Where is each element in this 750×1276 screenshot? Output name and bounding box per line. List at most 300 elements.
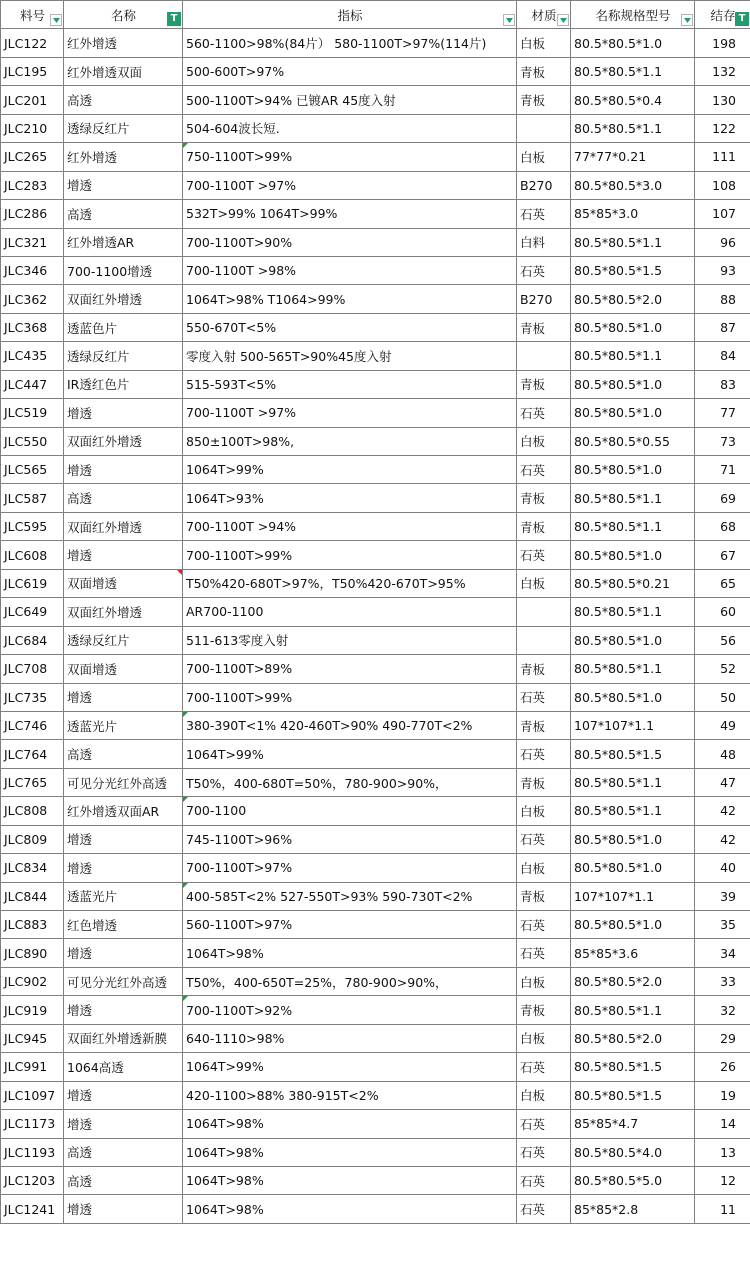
cell-part-no[interactable]: JLC919: [1, 996, 64, 1024]
cell-stock[interactable]: 67: [695, 541, 750, 569]
cell-material[interactable]: 青板: [517, 996, 571, 1024]
cell-part-no[interactable]: JLC447: [1, 370, 64, 398]
cell-model[interactable]: 107*107*1.1: [571, 711, 695, 739]
cell-stock[interactable]: 42: [695, 825, 750, 853]
cell-material[interactable]: [517, 598, 571, 626]
cell-spec[interactable]: 700-1100T >98%: [183, 256, 517, 284]
cell-part-no[interactable]: JLC890: [1, 939, 64, 967]
table-row: [1, 427, 750, 455]
cell-name[interactable]: 高透: [64, 1166, 183, 1194]
cell-material[interactable]: 白板: [517, 29, 571, 57]
cell-stock[interactable]: 69: [695, 484, 750, 512]
cell-name[interactable]: 增透: [64, 1195, 183, 1223]
filter-active-icon[interactable]: T: [167, 12, 181, 26]
cell-spec[interactable]: 700-1100T>99%: [183, 683, 517, 711]
cell-part-no[interactable]: JLC1241: [1, 1195, 64, 1223]
cell-stock[interactable]: 47: [695, 768, 750, 796]
cell-part-no[interactable]: JLC649: [1, 598, 64, 626]
cell-model[interactable]: 80.5*80.5*1.5: [571, 1081, 695, 1109]
cell-spec[interactable]: 1064T>99%: [183, 1053, 517, 1081]
cell-part-no[interactable]: JLC519: [1, 399, 64, 427]
cell-stock[interactable]: 48: [695, 740, 750, 768]
cell-name[interactable]: 透绿反红片: [64, 626, 183, 654]
cell-spec[interactable]: 700-1100T>90%: [183, 228, 517, 256]
table-row: [1, 797, 750, 825]
cell-stock[interactable]: 198: [695, 29, 750, 57]
cell-spec[interactable]: 1064T>98%: [183, 1195, 517, 1223]
cell-spec[interactable]: 700-1100T >97%: [183, 171, 517, 199]
cell-part-no[interactable]: JLC435: [1, 342, 64, 370]
cell-stock[interactable]: 130: [695, 86, 750, 114]
cell-stock[interactable]: 52: [695, 655, 750, 683]
cell-spec[interactable]: 750-1100T>99%: [183, 143, 517, 171]
table-row: [1, 399, 750, 427]
cell-material[interactable]: 石英: [517, 911, 571, 939]
cell-part-no[interactable]: JLC321: [1, 228, 64, 256]
cell-model[interactable]: 80.5*80.5*1.5: [571, 1053, 695, 1081]
cell-material[interactable]: 石英: [517, 399, 571, 427]
filter-dropdown-icon[interactable]: [50, 14, 62, 26]
table-row: [1, 484, 750, 512]
cell-spec[interactable]: 1064T>98% T1064>99%: [183, 285, 517, 313]
cell-name[interactable]: 红色增透: [64, 911, 183, 939]
cell-name[interactable]: 双面红外增透: [64, 512, 183, 540]
cell-part-no[interactable]: JLC565: [1, 456, 64, 484]
comment-indicator-icon[interactable]: [183, 996, 188, 1001]
cell-material[interactable]: 青板: [517, 57, 571, 85]
cell-model[interactable]: 80.5*80.5*1.0: [571, 370, 695, 398]
cell-model[interactable]: 80.5*80.5*0.21: [571, 569, 695, 597]
cell-stock[interactable]: 96: [695, 228, 750, 256]
cell-name[interactable]: 透绿反红片: [64, 342, 183, 370]
cell-stock[interactable]: 87: [695, 313, 750, 341]
cell-material[interactable]: 青板: [517, 711, 571, 739]
cell-name[interactable]: 增透: [64, 854, 183, 882]
cell-name[interactable]: 增透: [64, 456, 183, 484]
cell-model[interactable]: 80.5*80.5*4.0: [571, 1138, 695, 1166]
table-row: [1, 143, 750, 171]
cell-spec[interactable]: 700-1100T>99%: [183, 541, 517, 569]
cell-name[interactable]: 可见分光红外高透: [64, 967, 183, 995]
cell-material[interactable]: 白板: [517, 1081, 571, 1109]
table-row: [1, 996, 750, 1024]
cell-stock[interactable]: 50: [695, 683, 750, 711]
cell-model[interactable]: 80.5*80.5*2.0: [571, 967, 695, 995]
comment-indicator-icon[interactable]: [183, 712, 188, 717]
cell-stock[interactable]: 111: [695, 143, 750, 171]
header-label: 名称规格型号: [595, 7, 671, 23]
cell-spec[interactable]: 1064T>93%: [183, 484, 517, 512]
cell-name[interactable]: 双面增透: [64, 655, 183, 683]
cell-name[interactable]: 增透: [64, 171, 183, 199]
cell-part-no[interactable]: JLC764: [1, 740, 64, 768]
cell-part-no[interactable]: JLC346: [1, 256, 64, 284]
cell-name[interactable]: 红外增透双面: [64, 57, 183, 85]
cell-spec[interactable]: 1064T>99%: [183, 456, 517, 484]
cell-spec[interactable]: 1064T>98%: [183, 939, 517, 967]
cell-part-no[interactable]: JLC210: [1, 114, 64, 142]
cell-stock[interactable]: 56: [695, 626, 750, 654]
cell-stock[interactable]: 68: [695, 512, 750, 540]
sheet-body: [1, 29, 750, 1223]
header-label: 材质: [531, 7, 557, 23]
header-part-no[interactable]: [1, 1, 64, 29]
cell-stock[interactable]: 122: [695, 114, 750, 142]
cell-material[interactable]: 白板: [517, 854, 571, 882]
cell-part-no[interactable]: JLC945: [1, 1024, 64, 1052]
comment-indicator-icon[interactable]: [183, 797, 188, 802]
cell-part-no[interactable]: JLC765: [1, 768, 64, 796]
cell-name[interactable]: 双面红外增透: [64, 598, 183, 626]
cell-spec[interactable]: 700-1100: [183, 797, 517, 825]
cell-spec[interactable]: 700-1100T>92%: [183, 996, 517, 1024]
cell-model[interactable]: 80.5*80.5*1.1: [571, 512, 695, 540]
cell-stock[interactable]: 107: [695, 200, 750, 228]
cell-name[interactable]: 高透: [64, 200, 183, 228]
cell-name[interactable]: 增透: [64, 1110, 183, 1138]
cell-part-no[interactable]: JLC834: [1, 854, 64, 882]
cell-model[interactable]: 80.5*80.5*3.0: [571, 171, 695, 199]
filter-dropdown-icon[interactable]: [503, 14, 515, 26]
cell-model[interactable]: 80.5*80.5*1.0: [571, 313, 695, 341]
cell-material[interactable]: 石英: [517, 683, 571, 711]
cell-stock[interactable]: 132: [695, 57, 750, 85]
cell-model[interactable]: 80.5*80.5*1.1: [571, 228, 695, 256]
cell-stock[interactable]: 93: [695, 256, 750, 284]
cell-part-no[interactable]: JLC844: [1, 882, 64, 910]
cell-stock[interactable]: 77: [695, 399, 750, 427]
cell-stock[interactable]: 29: [695, 1024, 750, 1052]
cell-name[interactable]: 透蓝光片: [64, 882, 183, 910]
cell-spec[interactable]: T50%420-680T>97%，T50%420-670T>95%: [183, 569, 517, 597]
cell-name[interactable]: 透蓝光片: [64, 711, 183, 739]
table-row: [1, 256, 750, 284]
cell-part-no[interactable]: JLC991: [1, 1053, 64, 1081]
cell-model[interactable]: 80.5*80.5*1.0: [571, 541, 695, 569]
cell-material[interactable]: 白板: [517, 143, 571, 171]
cell-material[interactable]: 白料: [517, 228, 571, 256]
cell-model[interactable]: 80.5*80.5*2.0: [571, 285, 695, 313]
header-spec[interactable]: [183, 1, 517, 29]
cell-material[interactable]: B270: [517, 171, 571, 199]
cell-model[interactable]: 80.5*80.5*1.5: [571, 256, 695, 284]
cell-material[interactable]: [517, 342, 571, 370]
cell-material[interactable]: 白板: [517, 797, 571, 825]
cell-spec[interactable]: T50%，400-680T=50%，780-900>90%，: [183, 768, 517, 796]
cell-model[interactable]: 80.5*80.5*1.1: [571, 996, 695, 1024]
cell-part-no[interactable]: JLC283: [1, 171, 64, 199]
cell-name[interactable]: 高透: [64, 740, 183, 768]
cell-name[interactable]: 双面红外增透新膜: [64, 1024, 183, 1052]
cell-model[interactable]: 80.5*80.5*1.5: [571, 740, 695, 768]
cell-model[interactable]: 80.5*80.5*1.1: [571, 342, 695, 370]
table-row: [1, 342, 750, 370]
cell-material[interactable]: 青板: [517, 768, 571, 796]
cell-name[interactable]: 红外增透双面AR: [64, 797, 183, 825]
cell-model[interactable]: 80.5*80.5*0.55: [571, 427, 695, 455]
header-stock[interactable]: [695, 1, 750, 29]
cell-model[interactable]: 80.5*80.5*0.4: [571, 86, 695, 114]
cell-spec[interactable]: 640-1110>98%: [183, 1024, 517, 1052]
cell-name[interactable]: 红外增透AR: [64, 228, 183, 256]
cell-stock[interactable]: 65: [695, 569, 750, 597]
cell-stock[interactable]: 42: [695, 797, 750, 825]
cell-part-no[interactable]: JLC902: [1, 967, 64, 995]
cell-model[interactable]: 80.5*80.5*1.0: [571, 456, 695, 484]
cell-model[interactable]: 85*85*2.8: [571, 1195, 695, 1223]
cell-part-no[interactable]: JLC684: [1, 626, 64, 654]
cell-stock[interactable]: 11: [695, 1195, 750, 1223]
cell-part-no[interactable]: JLC735: [1, 683, 64, 711]
cell-stock[interactable]: 32: [695, 996, 750, 1024]
cell-part-no[interactable]: JLC809: [1, 825, 64, 853]
cell-stock[interactable]: 49: [695, 711, 750, 739]
cell-name[interactable]: 增透: [64, 541, 183, 569]
cell-spec[interactable]: 700-1100T >94%: [183, 512, 517, 540]
cell-name[interactable]: 高透: [64, 1138, 183, 1166]
cell-name[interactable]: 高透: [64, 484, 183, 512]
header-label: 指标: [337, 7, 363, 23]
cell-stock[interactable]: 73: [695, 427, 750, 455]
cell-name[interactable]: 双面红外增透: [64, 427, 183, 455]
table-row: [1, 655, 750, 683]
table-row: [1, 1053, 750, 1081]
cell-material[interactable]: 石英: [517, 939, 571, 967]
cell-part-no[interactable]: JLC808: [1, 797, 64, 825]
cell-spec[interactable]: T50%，400-650T=25%，780-900>90%，: [183, 967, 517, 995]
cell-model[interactable]: 77*77*0.21: [571, 143, 695, 171]
cell-material[interactable]: 白板: [517, 427, 571, 455]
cell-name[interactable]: 700-1100增透: [64, 256, 183, 284]
cell-part-no[interactable]: JLC1203: [1, 1166, 64, 1194]
cell-spec[interactable]: 560-1100>98%(84片） 580-1100T>97%(114片): [183, 29, 517, 57]
cell-material[interactable]: 石英: [517, 1195, 571, 1223]
cell-stock[interactable]: 34: [695, 939, 750, 967]
cell-material[interactable]: 青板: [517, 655, 571, 683]
cell-spec[interactable]: 700-1100T>89%: [183, 655, 517, 683]
cell-part-no[interactable]: JLC1193: [1, 1138, 64, 1166]
cell-model[interactable]: 80.5*80.5*1.0: [571, 626, 695, 654]
cell-part-no[interactable]: JLC587: [1, 484, 64, 512]
cell-model[interactable]: 80.5*80.5*1.0: [571, 399, 695, 427]
table-row: [1, 569, 750, 597]
cell-material[interactable]: 石英: [517, 1166, 571, 1194]
cell-stock[interactable]: 60: [695, 598, 750, 626]
table-row: [1, 541, 750, 569]
cell-name[interactable]: 红外增透: [64, 29, 183, 57]
cell-name[interactable]: 增透: [64, 825, 183, 853]
cell-model[interactable]: 80.5*80.5*1.1: [571, 57, 695, 85]
cell-model[interactable]: 85*85*4.7: [571, 1110, 695, 1138]
header-label: 料号: [19, 7, 45, 23]
cell-name[interactable]: IR透红色片: [64, 370, 183, 398]
cell-part-no[interactable]: JLC195: [1, 57, 64, 85]
cell-model[interactable]: 80.5*80.5*1.1: [571, 797, 695, 825]
cell-material[interactable]: 石英: [517, 200, 571, 228]
cell-stock[interactable]: 88: [695, 285, 750, 313]
cell-spec[interactable]: 420-1100>88% 380-915T<2%: [183, 1081, 517, 1109]
table-row: [1, 711, 750, 739]
cell-spec[interactable]: 400-585T<2% 527-550T>93% 590-730T<2%: [183, 882, 517, 910]
cell-stock[interactable]: 19: [695, 1081, 750, 1109]
cell-stock[interactable]: 12: [695, 1166, 750, 1194]
cell-model[interactable]: 80.5*80.5*1.1: [571, 114, 695, 142]
cell-stock[interactable]: 71: [695, 456, 750, 484]
cell-part-no[interactable]: JLC286: [1, 200, 64, 228]
cell-material[interactable]: 青板: [517, 370, 571, 398]
cell-stock[interactable]: 26: [695, 1053, 750, 1081]
cell-spec[interactable]: 700-1100T >97%: [183, 399, 517, 427]
comment-indicator-icon[interactable]: [183, 883, 188, 888]
cell-model[interactable]: 85*85*3.6: [571, 939, 695, 967]
cell-part-no[interactable]: JLC1097: [1, 1081, 64, 1109]
table-row: [1, 228, 750, 256]
cell-model[interactable]: 80.5*80.5*5.0: [571, 1166, 695, 1194]
cell-material[interactable]: 石英: [517, 740, 571, 768]
table-row: [1, 313, 750, 341]
cell-name[interactable]: 1064高透: [64, 1053, 183, 1081]
table-row: [1, 370, 750, 398]
cell-name[interactable]: 高透: [64, 86, 183, 114]
cell-spec[interactable]: 532T>99% 1064T>99%: [183, 200, 517, 228]
cell-part-no[interactable]: JLC122: [1, 29, 64, 57]
cell-material[interactable]: 白板: [517, 967, 571, 995]
cell-part-no[interactable]: JLC883: [1, 911, 64, 939]
cell-material[interactable]: 石英: [517, 825, 571, 853]
cell-spec[interactable]: 745-1100T>96%: [183, 825, 517, 853]
header-model[interactable]: [571, 1, 695, 29]
cell-spec[interactable]: 1064T>98%: [183, 1138, 517, 1166]
cell-name[interactable]: 透绿反红片: [64, 114, 183, 142]
cell-part-no[interactable]: JLC368: [1, 313, 64, 341]
cell-material[interactable]: 青板: [517, 313, 571, 341]
cell-stock[interactable]: 33: [695, 967, 750, 995]
cell-spec[interactable]: 500-600T>97%: [183, 57, 517, 85]
cell-material[interactable]: [517, 114, 571, 142]
cell-spec[interactable]: 1064T>98%: [183, 1166, 517, 1194]
cell-material[interactable]: 石英: [517, 456, 571, 484]
cell-model[interactable]: 80.5*80.5*1.0: [571, 825, 695, 853]
cell-material[interactable]: B270: [517, 285, 571, 313]
cell-material[interactable]: 白板: [517, 1024, 571, 1052]
cell-part-no[interactable]: JLC201: [1, 86, 64, 114]
cell-part-no[interactable]: JLC595: [1, 512, 64, 540]
comment-indicator-icon[interactable]: [177, 570, 182, 575]
comment-indicator-icon[interactable]: [183, 143, 188, 148]
cell-name[interactable]: 红外增透: [64, 143, 183, 171]
cell-model[interactable]: 80.5*80.5*1.0: [571, 29, 695, 57]
header-name[interactable]: [64, 1, 183, 29]
cell-model[interactable]: 80.5*80.5*1.1: [571, 655, 695, 683]
cell-material[interactable]: 石英: [517, 1110, 571, 1138]
cell-spec[interactable]: 511-613零度入射: [183, 626, 517, 654]
cell-model[interactable]: 107*107*1.1: [571, 882, 695, 910]
cell-model[interactable]: 80.5*80.5*1.0: [571, 683, 695, 711]
cell-stock[interactable]: 84: [695, 342, 750, 370]
cell-spec[interactable]: 550-670T<5%: [183, 313, 517, 341]
cell-name[interactable]: 双面增透: [64, 569, 183, 597]
cell-material[interactable]: 青板: [517, 882, 571, 910]
cell-stock[interactable]: 39: [695, 882, 750, 910]
cell-model[interactable]: 80.5*80.5*1.1: [571, 768, 695, 796]
cell-model[interactable]: 80.5*80.5*1.0: [571, 854, 695, 882]
cell-spec[interactable]: 380-390T<1% 420-460T>90% 490-770T<2%: [183, 711, 517, 739]
cell-stock[interactable]: 108: [695, 171, 750, 199]
cell-spec[interactable]: 515-593T<5%: [183, 370, 517, 398]
cell-part-no[interactable]: JLC265: [1, 143, 64, 171]
cell-material[interactable]: 石英: [517, 1138, 571, 1166]
cell-model[interactable]: 80.5*80.5*1.1: [571, 484, 695, 512]
header-label: 名称: [110, 7, 136, 23]
cell-name[interactable]: 增透: [64, 939, 183, 967]
cell-spec[interactable]: 零度入射 500-565T>90%45度入射: [183, 342, 517, 370]
cell-stock[interactable]: 13: [695, 1138, 750, 1166]
table-row: [1, 825, 750, 853]
cell-model[interactable]: 85*85*3.0: [571, 200, 695, 228]
cell-model[interactable]: 80.5*80.5*1.1: [571, 598, 695, 626]
table-row: [1, 114, 750, 142]
cell-name[interactable]: 双面红外增透: [64, 285, 183, 313]
cell-part-no[interactable]: JLC608: [1, 541, 64, 569]
cell-spec[interactable]: 504-604波长短.: [183, 114, 517, 142]
cell-name[interactable]: 透蓝色片: [64, 313, 183, 341]
cell-part-no[interactable]: JLC708: [1, 655, 64, 683]
table-row: [1, 1138, 750, 1166]
cell-model[interactable]: 80.5*80.5*2.0: [571, 1024, 695, 1052]
cell-material[interactable]: 石英: [517, 256, 571, 284]
cell-part-no[interactable]: JLC619: [1, 569, 64, 597]
cell-stock[interactable]: 40: [695, 854, 750, 882]
table-row: [1, 512, 750, 540]
table-row: [1, 29, 750, 57]
cell-material[interactable]: 白板: [517, 569, 571, 597]
cell-spec[interactable]: 1064T>99%: [183, 740, 517, 768]
cell-name[interactable]: 可见分光红外高透: [64, 768, 183, 796]
cell-part-no[interactable]: JLC746: [1, 711, 64, 739]
cell-spec[interactable]: AR700-1100: [183, 598, 517, 626]
cell-name[interactable]: 增透: [64, 683, 183, 711]
cell-spec[interactable]: 850±100T>98%,: [183, 427, 517, 455]
cell-material[interactable]: 青板: [517, 512, 571, 540]
cell-stock[interactable]: 14: [695, 1110, 750, 1138]
cell-part-no[interactable]: JLC362: [1, 285, 64, 313]
cell-stock[interactable]: 35: [695, 911, 750, 939]
cell-spec[interactable]: 560-1100T>97%: [183, 911, 517, 939]
filter-dropdown-icon[interactable]: [557, 14, 569, 26]
cell-spec[interactable]: 1064T>98%: [183, 1110, 517, 1138]
cell-material[interactable]: 石英: [517, 541, 571, 569]
filter-dropdown-icon[interactable]: [681, 14, 693, 26]
cell-spec[interactable]: 500-1100T>94% 已镀AR 45度入射: [183, 86, 517, 114]
table-row: [1, 456, 750, 484]
cell-material[interactable]: 青板: [517, 86, 571, 114]
cell-spec[interactable]: 700-1100T>97%: [183, 854, 517, 882]
header-row: [1, 1, 750, 29]
table-row: [1, 285, 750, 313]
cell-name[interactable]: 增透: [64, 399, 183, 427]
cell-stock[interactable]: 83: [695, 370, 750, 398]
cell-part-no[interactable]: JLC550: [1, 427, 64, 455]
filter-active-icon[interactable]: T: [735, 12, 749, 26]
header-material[interactable]: [517, 1, 571, 29]
cell-model[interactable]: 80.5*80.5*1.0: [571, 911, 695, 939]
cell-part-no[interactable]: JLC1173: [1, 1110, 64, 1138]
cell-material[interactable]: 石英: [517, 1053, 571, 1081]
cell-material[interactable]: 青板: [517, 484, 571, 512]
cell-name[interactable]: 增透: [64, 996, 183, 1024]
cell-name[interactable]: 增透: [64, 1081, 183, 1109]
cell-material[interactable]: [517, 626, 571, 654]
